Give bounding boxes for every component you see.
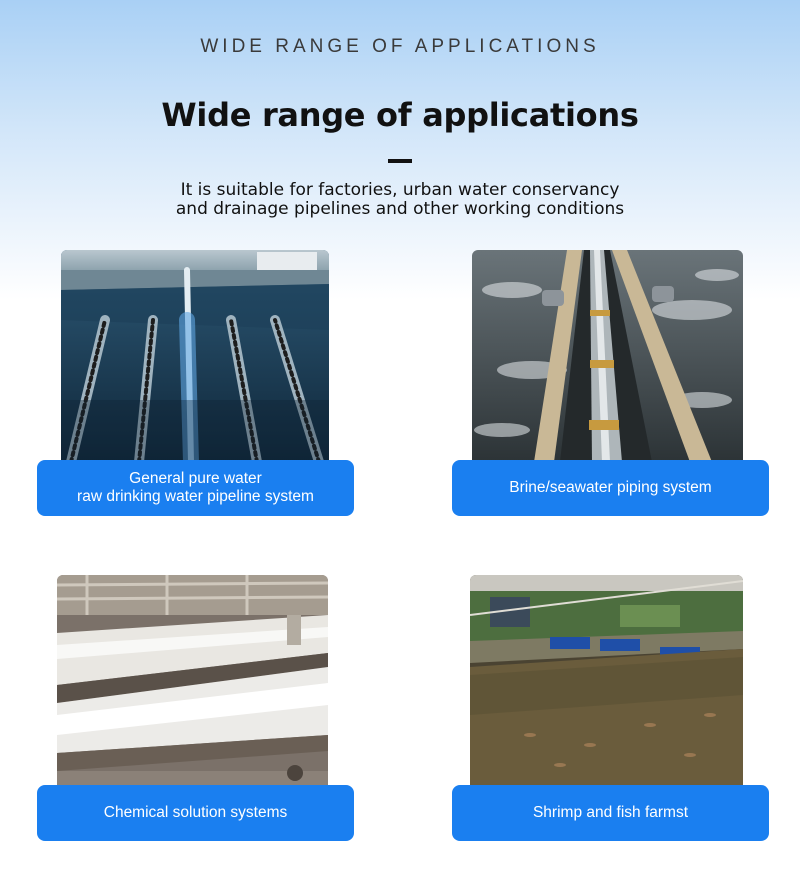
label-line-1: Brine/seawater piping system [509,479,712,496]
chemical-tanks-photo [57,575,328,787]
chemical-tanks-image [57,575,328,787]
fish-farm-image [470,575,743,787]
page-subtitle [0,181,800,219]
application-label-pure-water [37,460,354,516]
label-line-1: Chemical solution systems [103,804,288,821]
subtitle-line-1: It is suitable for factories, urban water conservancy [180,180,620,200]
water-treatment-photo [61,250,329,462]
application-label-brine [452,460,769,516]
eyebrow-heading: WIDE RANGE OF APPLICATIONS [200,36,600,57]
label-line-2: raw drinking water pipeline system [77,488,314,505]
label-line-1: Shrimp and fish farmst [532,804,689,821]
subtitle-line-2: and drainage pipelines and other working conditions [175,199,625,219]
seawater-pipeline-image [472,250,743,462]
title-divider [388,159,412,163]
application-label-fish-farm [452,785,769,841]
fish-farm-photo [470,575,743,787]
label-line-1: General pure water [129,470,262,487]
water-treatment-image [61,250,329,462]
page-title: Wide range of applications [161,96,639,134]
seawater-pipeline-photo [472,250,743,462]
application-label-chemical [37,785,354,841]
